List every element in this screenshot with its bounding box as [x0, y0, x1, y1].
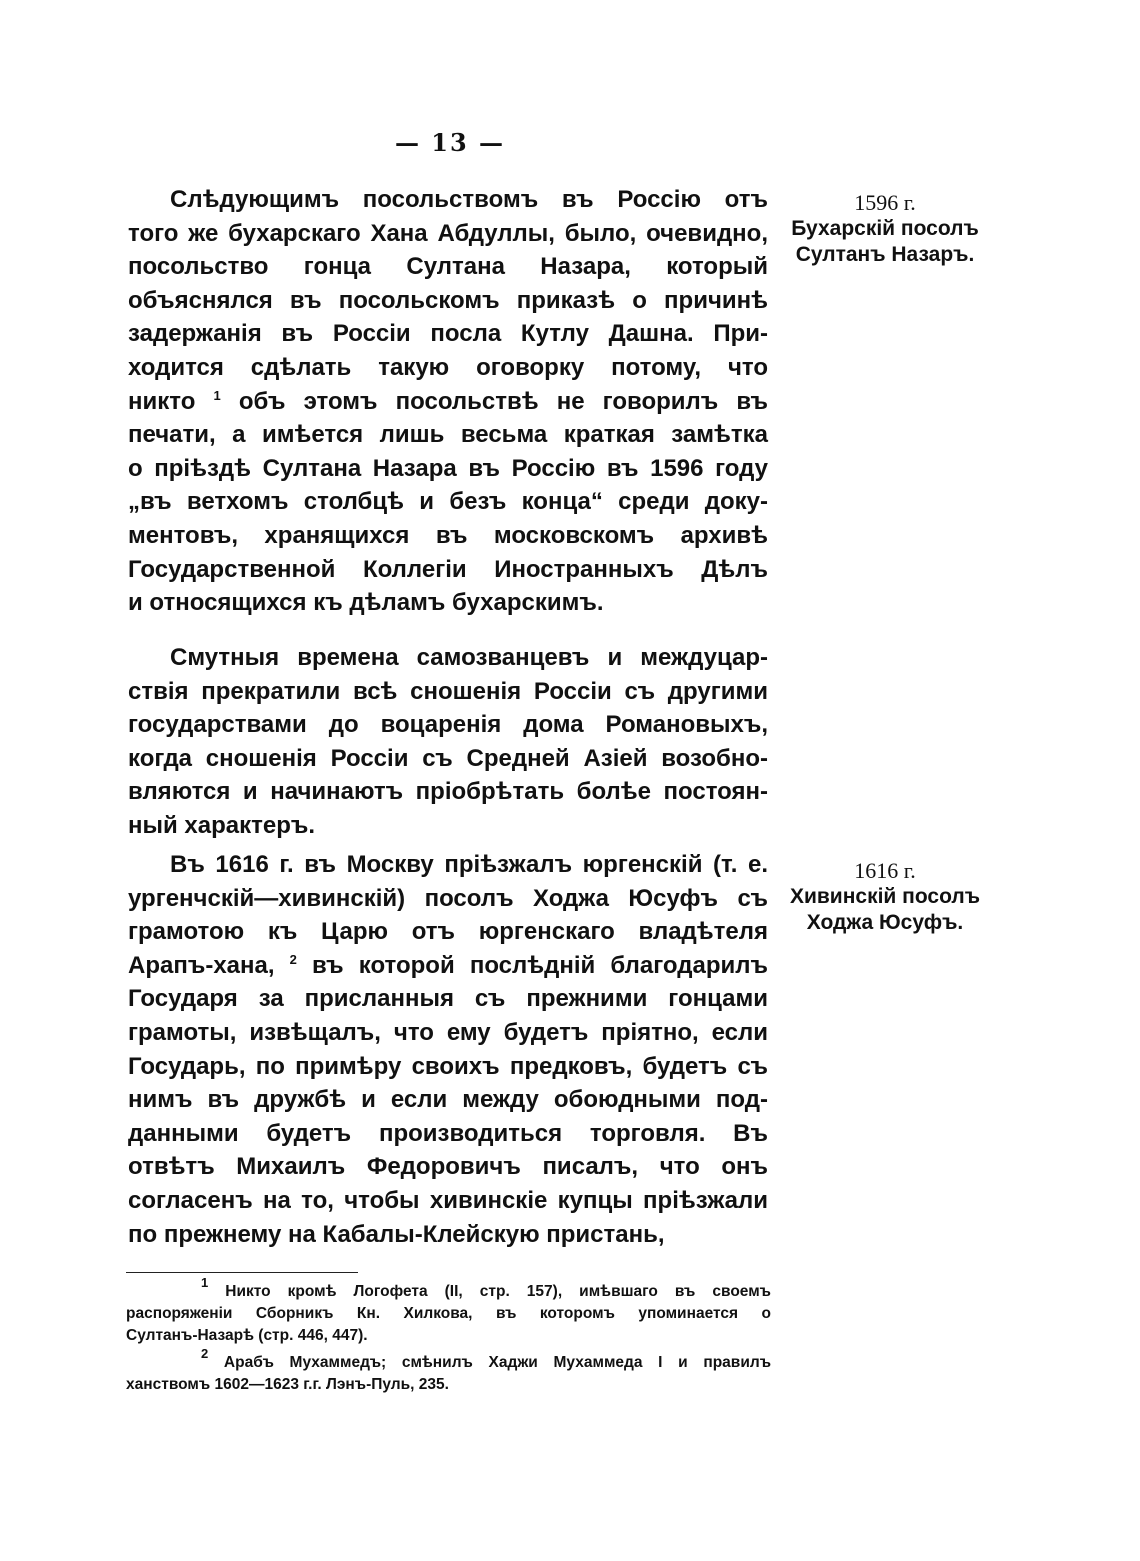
text-line: печати, а имѣется лишь весьма краткая замѣтка: [128, 421, 768, 449]
text-line: по прежнему на Кабалы-Клейскую пристань,: [128, 1220, 665, 1248]
footnote-1: [126, 1275, 771, 1347]
margin-note-line: Бухарскій посолъ: [791, 217, 979, 240]
text-line: и относящихся къ дѣламъ бухарскимъ.: [128, 589, 604, 617]
footnote-number: 1: [201, 1275, 209, 1290]
text-line: Смутныя времена самозванцевъ и междуцар-: [170, 644, 768, 671]
text-line: вляются и начинаютъ пріобрѣтать болѣе постоян-: [128, 778, 768, 806]
footnote-number: 2: [201, 1346, 209, 1361]
text-line: ургенчскій—хивинскій) посолъ Ходжа Юсуфъ съ: [128, 884, 768, 912]
paragraph-3: [128, 848, 768, 1251]
page-number: — 13 —: [394, 128, 506, 157]
footnote-2: [126, 1346, 772, 1396]
margin-note-year: 1616 г.: [854, 858, 916, 883]
footnote-divider: [126, 1272, 358, 1273]
text-line: объяснялся въ посольскомъ приказѣ о причинѣ: [128, 286, 768, 314]
footnote-text: Никто кромѣ Логофета (II, стр. 157), имѣвшаго въ своемъ: [225, 1283, 771, 1300]
text-line: Въ 1616 г. въ Москву пріѣзжалъ юргенскій (т. е.: [170, 851, 768, 878]
margin-note-line: Султанъ Назаръ.: [795, 243, 975, 266]
margin-note-line: Ходжа Юсуфъ.: [806, 911, 964, 934]
paragraph-1: [128, 183, 768, 620]
footnote-text: Арабъ Мухаммедъ; смѣнилъ Хаджи Мухаммеда I и правилъ: [223, 1354, 772, 1371]
text-line: государствами до воцаренія дома Романовыхъ,: [128, 711, 768, 739]
paragraph-2: [128, 641, 768, 843]
footnote-line: ханствомъ 1602—1623 г.г. Лэнъ-Пуль, 235.: [126, 1376, 449, 1393]
text-line: когда сношенія Россіи съ Средней Азіей возобно-: [128, 744, 768, 772]
text-line: Государь, по примѣру своихъ предковъ, будетъ съ: [128, 1052, 768, 1080]
text-line-with-footnote: [128, 385, 768, 419]
text-line: ствія прекратили всѣ сношенія Россіи съ другими: [128, 677, 768, 705]
text-line: ходится сдѣлать такую оговорку потому, что: [128, 353, 768, 381]
text-line: посольство гонца Султана Назара, который: [128, 253, 768, 281]
text-line: отвѣтъ Михаилъ Федоровичъ писалъ, что онъ: [128, 1153, 768, 1181]
text-line: грамоты, извѣщалъ, что ему будетъ пріятно, если: [128, 1018, 768, 1046]
text-line: Государя за присланныя съ прежними гонцами: [128, 985, 768, 1013]
text-line: Государственной Коллегіи Иностранныхъ Дѣлъ: [128, 555, 768, 583]
text-line-with-footnote: [128, 949, 768, 983]
text-line: согласенъ на то, чтобы хивинскіе купцы пріѣзжали: [128, 1186, 768, 1214]
margin-note-1596: [770, 190, 1000, 268]
text-line: нимъ въ дружбѣ и если между обоюдными под-: [128, 1086, 768, 1114]
text-fragment: никто: [128, 387, 196, 415]
footnote-marker[interactable]: 2: [289, 951, 297, 967]
text-fragment: объ этомъ посольствѣ не говорилъ въ: [238, 387, 769, 415]
text-line: о пріѣздѣ Султана Назара въ Россію въ 1596 году: [128, 454, 768, 482]
text-line: задержанія въ Россіи посла Кутлу Дашна. При-: [128, 320, 768, 348]
text-fragment: въ которой послѣдній благодарилъ: [312, 951, 768, 979]
text-fragment: Арапъ-хана,: [128, 951, 275, 979]
margin-note-year: 1596 г.: [854, 190, 916, 215]
footnote-marker[interactable]: 1: [213, 387, 221, 403]
text-line: ментовъ, хранящихся въ московскомъ архивѣ: [128, 521, 768, 549]
text-line: того же бухарскаго Хана Абдуллы, было, очевидно,: [128, 219, 768, 247]
margin-note-line: Хивинскій посолъ: [789, 885, 981, 908]
text-line: данными будетъ производиться торговля. Въ: [128, 1119, 768, 1147]
text-line: „въ ветхомъ столбцѣ и безъ конца“ среди доку-: [128, 488, 768, 516]
text-line: ный характеръ.: [128, 811, 316, 839]
text-line: грамотою къ Царю отъ юргенскаго владѣтеля: [128, 918, 768, 946]
text-line: Слѣдующимъ посольствомъ въ Россію отъ: [170, 186, 768, 213]
margin-note-1616: [770, 858, 1000, 936]
footnote-line: [126, 1346, 772, 1374]
footnote-line: распоряженіи Сборникъ Кн. Хилкова, въ которомъ упоминается о: [126, 1305, 771, 1322]
footnote-line: [126, 1275, 771, 1303]
footnote-line: Султанъ-Назарѣ (стр. 446, 447).: [126, 1327, 368, 1344]
